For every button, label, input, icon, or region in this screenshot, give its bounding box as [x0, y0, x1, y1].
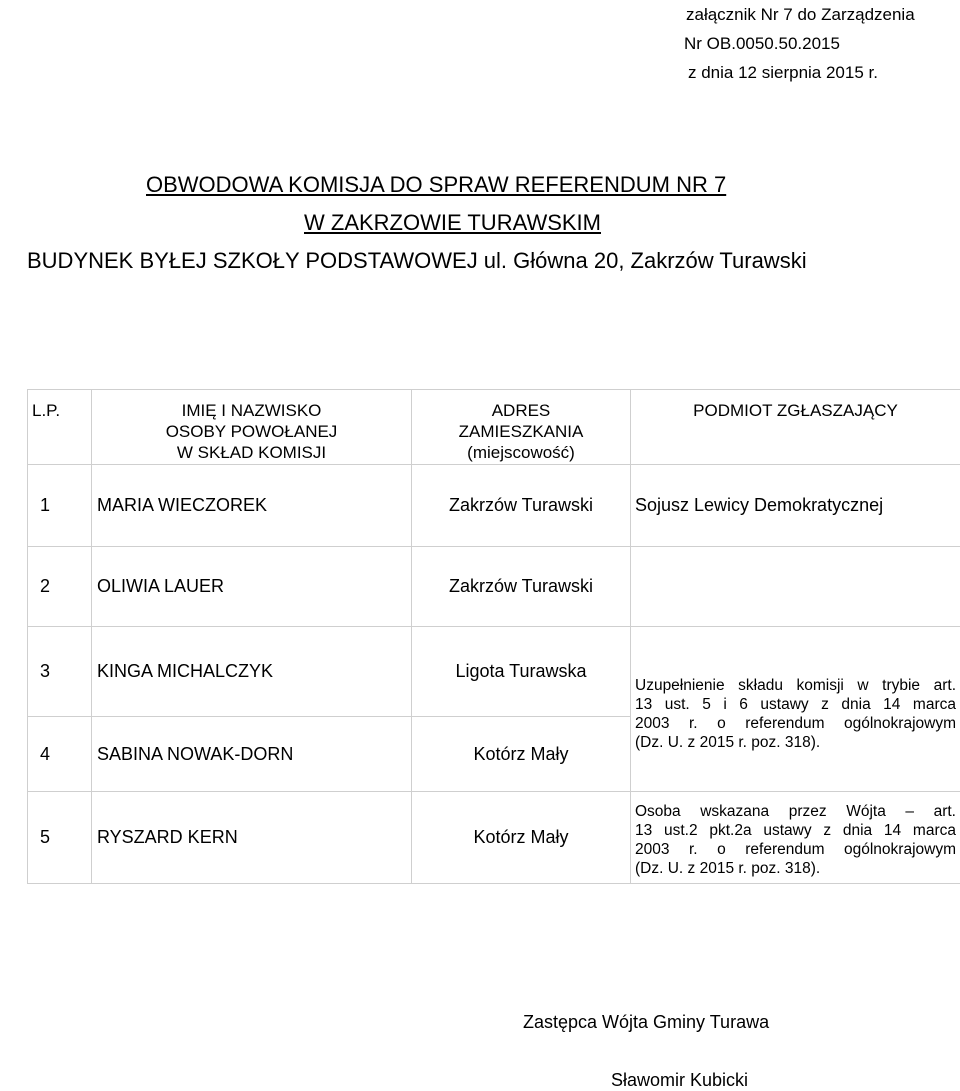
header-name — [92, 390, 412, 465]
table-header-row — [28, 390, 960, 465]
supplement-note — [631, 627, 960, 792]
annex-line-2: Nr OB.0050.50.2015 — [680, 29, 940, 58]
member-name: MARIA WIECZOREK — [92, 465, 412, 547]
mayor-nominee-note-line-4: (Dz. U. z 2015 r. poz. 318). — [635, 859, 956, 878]
member-address: Kotórz Mały — [412, 717, 631, 792]
table-row — [28, 465, 960, 547]
supplement-note-line-1: Uzupełnienie składu komisji w trybie art. — [635, 676, 956, 695]
header-lp: L.P. — [28, 390, 92, 465]
header-address-line-1: ADRES — [412, 400, 630, 421]
annex-line-1: załącznik Nr 7 do Zarządzenia — [680, 0, 940, 29]
annex-line-3: z dnia 12 sierpnia 2015 r. — [680, 58, 940, 87]
heading-commission-title: OBWODOWA KOMISJA DO SPRAW REFERENDUM NR 7 — [146, 166, 726, 204]
heading-location: W ZAKRZOWIE TURAWSKIM — [304, 204, 601, 242]
header-name-line-1: IMIĘ I NAZWISKO — [92, 400, 411, 421]
header-address-line-3: (miejscowość) — [412, 442, 630, 463]
row-number: 4 — [28, 717, 92, 792]
member-name: RYSZARD KERN — [92, 792, 412, 884]
mayor-nominee-note-line-1: Osoba wskazana przez Wójta – art. — [635, 802, 956, 821]
header-subject: PODMIOT ZGŁASZAJĄCY — [631, 390, 960, 465]
annex-reference — [680, 0, 940, 87]
header-name-line-3: W SKŁAD KOMISJI — [92, 442, 411, 463]
commission-members-table — [27, 389, 960, 884]
table-row — [28, 792, 960, 884]
header-address-line-2: ZAMIESZKANIA — [412, 421, 630, 442]
member-subject: Sojusz Lewicy Demokratycznej — [631, 465, 960, 547]
member-name: OLIWIA LAUER — [92, 547, 412, 627]
member-subject — [631, 547, 960, 627]
supplement-note-line-4: (Dz. U. z 2015 r. poz. 318). — [635, 733, 956, 752]
member-address: Kotórz Mały — [412, 792, 631, 884]
supplement-note-line-2: 13 ust. 5 i 6 ustawy z dnia 14 marca — [635, 695, 956, 714]
supplement-note-line-3: 2003 r. o referendum ogólnokrajowym — [635, 714, 956, 733]
member-address: Zakrzów Turawski — [412, 465, 631, 547]
member-name: KINGA MICHALCZYK — [92, 627, 412, 717]
signature-title-text: Zastępca Wójta Gminy Turawa — [523, 1012, 769, 1033]
table-row — [28, 627, 960, 717]
member-name: SABINA NOWAK-DORN — [92, 717, 412, 792]
header-name-line-2: OSOBY POWOŁANEJ — [92, 421, 411, 442]
mayor-nominee-note — [631, 792, 960, 884]
mayor-nominee-note-line-3: 2003 r. o referendum ogólnokrajowym — [635, 840, 956, 859]
heading-address: BUDYNEK BYŁEJ SZKOŁY PODSTAWOWEJ ul. Główna 20, Zakrzów Turawski — [27, 242, 807, 280]
row-number: 2 — [28, 547, 92, 627]
mayor-nominee-note-line-2: 13 ust.2 pkt.2a ustawy z dnia 14 marca — [635, 821, 956, 840]
row-number: 5 — [28, 792, 92, 884]
signature-name-text: Sławomir Kubicki — [611, 1070, 748, 1091]
row-number: 1 — [28, 465, 92, 547]
member-address: Zakrzów Turawski — [412, 547, 631, 627]
row-number: 3 — [28, 627, 92, 717]
table-row — [28, 547, 960, 627]
member-address: Ligota Turawska — [412, 627, 631, 717]
header-address — [412, 390, 631, 465]
